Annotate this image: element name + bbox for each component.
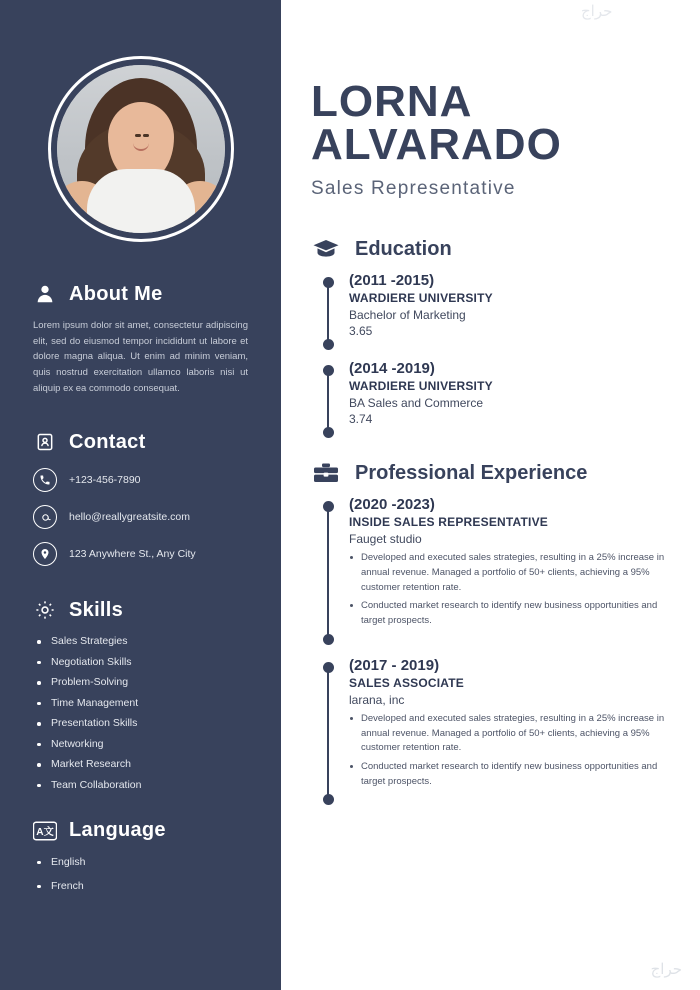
experience-timeline: [311, 496, 672, 805]
avatar: [48, 56, 234, 242]
contact-phone-text: +123-456-7890: [69, 474, 141, 487]
timeline-rail: [327, 506, 329, 639]
timeline-dot-top: [323, 277, 334, 288]
experience-company: larana, inc: [349, 692, 405, 707]
photo-eye-left: [135, 134, 141, 137]
svg-text:A文: A文: [36, 827, 54, 839]
translate-icon: [33, 819, 57, 843]
experience-entry: [321, 657, 672, 806]
person-icon: [33, 282, 57, 306]
watermark-bottom: حراج: [650, 961, 682, 978]
education-gpa: 3.65: [349, 324, 373, 339]
timeline-dot-top: [323, 501, 334, 512]
about-section: [0, 282, 281, 396]
education-years: (2014 -2019): [349, 360, 435, 378]
main-content: [281, 0, 700, 990]
timeline-dot-top: [323, 662, 334, 673]
list-item: Time Management: [33, 697, 248, 709]
list-item: Networking: [33, 738, 248, 750]
contact-section: [0, 430, 281, 566]
language-list: [33, 856, 248, 892]
contact-list: [33, 468, 248, 566]
list-item: Market Research: [33, 758, 248, 770]
contact-item-address[interactable]: [33, 542, 248, 566]
language-title: Language: [69, 819, 166, 842]
education-heading: [311, 236, 672, 262]
timeline-dot-bottom: [323, 634, 334, 645]
education-gpa: 3.74: [349, 412, 373, 427]
sidebar: [0, 0, 281, 990]
experience-years: (2020 -2023): [349, 496, 435, 514]
contact-card-icon: [33, 430, 57, 454]
education-degree: BA Sales and Commerce: [349, 396, 484, 411]
about-text: Lorem ipsum dolor sit amet, consectetur adipiscing elit, sed do eiusmod tempor incididunt ut labore et dolore magna aliqua. Ut enim ad minim veniam, quis nostrud exercitation ullamco laboris nisi ut aliquip ex ea commodo consequat.: [33, 320, 248, 394]
skills-section: [0, 598, 281, 791]
education-title: Education: [355, 237, 452, 260]
experience-bullets: [349, 712, 672, 790]
gear-icon: [33, 598, 57, 622]
experience-position: INSIDE SALES REPRESENTATIVE: [349, 515, 548, 530]
list-item: Team Collaboration: [33, 779, 248, 791]
list-item: Presentation Skills: [33, 717, 248, 729]
experience-position: SALES ASSOCIATE: [349, 675, 465, 690]
experience-title: Professional Experience: [355, 461, 588, 484]
email-icon: [33, 505, 57, 529]
about-title: About Me: [69, 282, 163, 305]
education-entry: [321, 360, 672, 438]
graduation-cap-icon: [311, 236, 341, 262]
contact-title: Contact: [69, 430, 146, 453]
education-years: (2011 -2015): [349, 272, 435, 290]
list-item: Conducted market research to identify new business opportunities and target prospects.: [349, 760, 672, 789]
briefcase-icon: [311, 460, 341, 486]
education-timeline: [311, 272, 672, 438]
skills-heading: [33, 598, 248, 622]
timeline-rail: [327, 370, 329, 432]
phone-icon: [33, 468, 57, 492]
timeline-dot-bottom: [323, 339, 334, 350]
timeline-dot-bottom: [323, 427, 334, 438]
portrait-photo: [57, 65, 225, 233]
list-item: Developed and executed sales strategies, resulting in a 25% increase in annual revenue. Managed a portfolio of 50+ clients, achieving a 95% customer retention rate.: [349, 712, 672, 756]
location-pin-icon: [33, 542, 57, 566]
language-section: [0, 819, 281, 892]
experience-entry: [321, 496, 672, 645]
page-title: [311, 77, 672, 200]
contact-email-text: hello@reallygreatsite.com: [69, 511, 190, 524]
education-degree: Bachelor of Marketing: [349, 308, 466, 323]
experience-heading: [311, 460, 672, 486]
education-institution: WARDIERE UNIVERSITY: [349, 379, 493, 394]
list-item: Sales Strategies: [33, 635, 248, 647]
photo-smile: [133, 142, 149, 151]
education-entry: [321, 272, 672, 350]
watermark-top: حراج: [581, 3, 613, 20]
about-heading: [33, 282, 248, 306]
photo-eye-right: [143, 134, 149, 137]
first-name: LORNA: [311, 77, 473, 126]
list-item: Negotiation Skills: [33, 656, 248, 668]
contact-item-phone[interactable]: [33, 468, 248, 492]
language-heading: [33, 819, 248, 843]
list-item: Conducted market research to identify new business opportunities and target prospects.: [349, 599, 672, 628]
experience-company: Fauget studio: [349, 532, 422, 547]
last-name: ALVARADO: [311, 120, 562, 170]
contact-address-text: 123 Anywhere St., Any City: [69, 548, 196, 561]
timeline-dot-bottom: [323, 794, 334, 805]
job-role: Sales Representative: [311, 178, 516, 200]
list-item: Problem-Solving: [33, 676, 248, 688]
list-item: French: [33, 880, 248, 892]
list-item: Developed and executed sales strategies, resulting in a 25% increase in annual revenue. Managed a portfolio of 50+ clients, achieving a 95% customer retention rate.: [349, 551, 672, 595]
timeline-rail: [327, 282, 329, 344]
experience-bullets: [349, 551, 672, 629]
timeline-rail: [327, 667, 329, 800]
contact-heading: [33, 430, 248, 454]
education-institution: WARDIERE UNIVERSITY: [349, 291, 493, 306]
skills-title: Skills: [69, 598, 124, 621]
timeline-dot-top: [323, 365, 334, 376]
skills-list: [33, 635, 248, 791]
photo-clothing: [87, 169, 195, 233]
contact-item-email[interactable]: [33, 505, 248, 529]
experience-years: (2017 - 2019): [349, 656, 440, 674]
list-item: English: [33, 856, 248, 868]
